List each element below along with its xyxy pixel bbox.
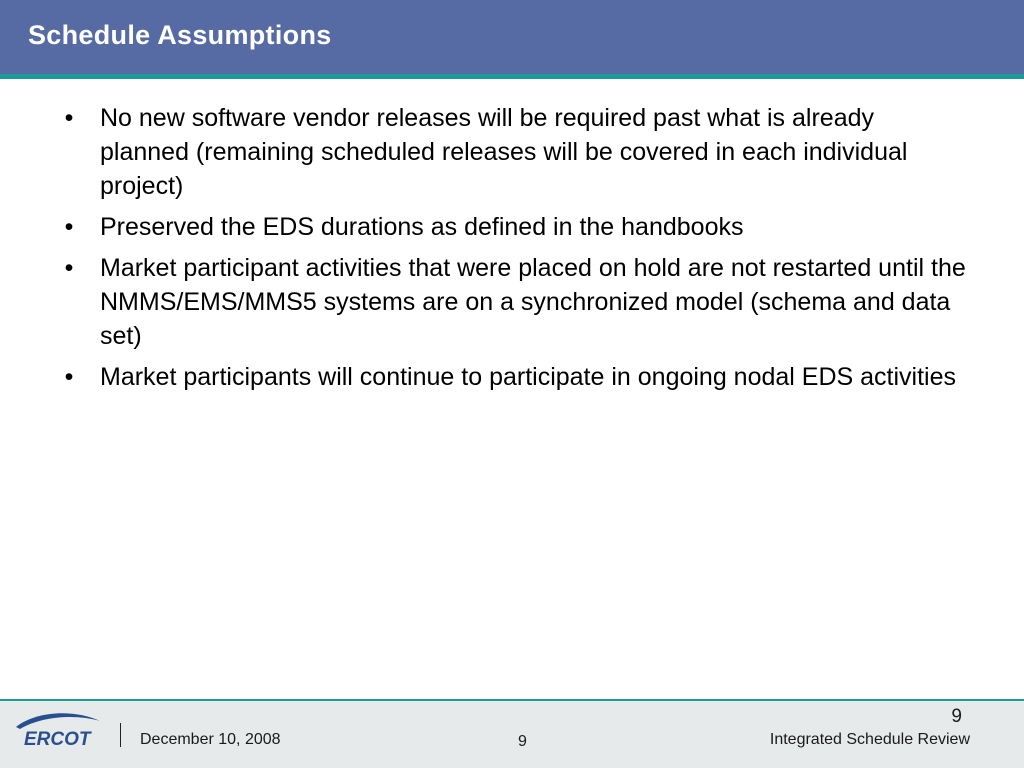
bullet-marker: • <box>64 363 74 391</box>
ercot-logo <box>12 707 104 751</box>
bullet-text: Market participants will continue to participate in ongoing nodal EDS activities <box>100 363 957 391</box>
footer-page-number: 9 <box>518 733 527 750</box>
bullet-marker: • <box>64 104 74 132</box>
bullet-item <box>58 251 968 353</box>
footer-divider <box>120 723 121 747</box>
bullet-marker: • <box>64 213 74 241</box>
bullet-text: No new software vendor releases will be required past what is already planned (remaining scheduled releases will be covered in each individual project) <box>100 104 908 200</box>
logo-wordmark: ERCOT <box>24 729 91 750</box>
bullet-text: Market participant activities that were placed on hold are not restarted until the NMMS/EMS/MMS5 systems are on a synchronized model (schema and data set) <box>100 254 966 350</box>
bullet-text: Preserved the EDS durations as defined in the handbooks <box>100 213 744 241</box>
title-accent-rule <box>0 74 1024 79</box>
footer-presentation-title: Integrated Schedule Review <box>769 731 970 748</box>
bullet-item <box>58 360 968 394</box>
logo-swoosh <box>16 713 100 729</box>
bullet-marker: • <box>64 254 74 282</box>
slide-number: 9 <box>951 706 962 727</box>
bullet-item <box>58 101 968 203</box>
bullet-list <box>58 101 968 401</box>
bullet-item <box>58 210 968 244</box>
slide-title: Schedule Assumptions <box>28 20 332 50</box>
footer-date: December 10, 2008 <box>140 731 281 748</box>
